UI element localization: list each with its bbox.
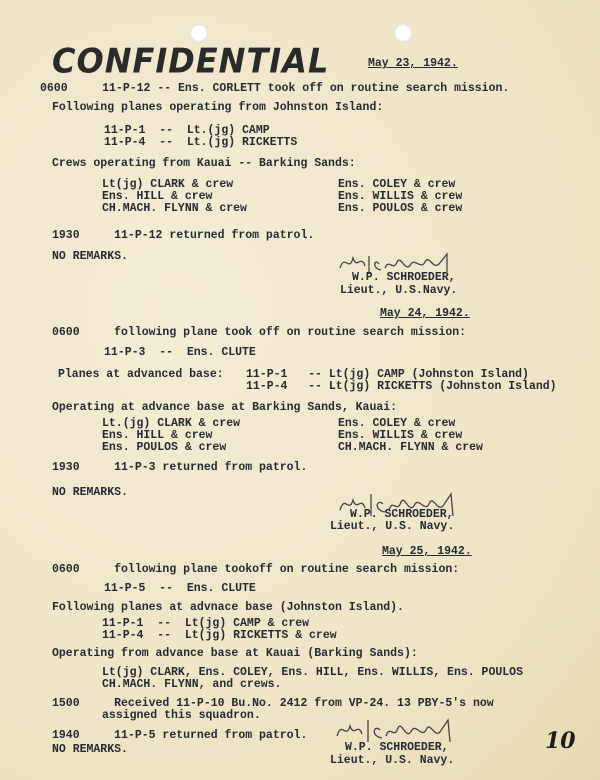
log-line: Ens. WILLIS & crew: [338, 190, 463, 203]
log-line: Following planes at advnace base (Johnston Island).: [52, 601, 404, 614]
signature-name: W.P. SCHROEDER,: [350, 508, 454, 521]
log-line: Crews operating from Kauai -- Barking Sands:: [52, 157, 356, 170]
log-line: 11-P-1 -- Lt(jg) CAMP & crew: [102, 617, 310, 630]
signature-name: W.P. SCHROEDER,: [345, 741, 449, 754]
log-line: 1940 11-P-5 returned from patrol.: [52, 729, 308, 742]
log-line: 11-P-3 -- Ens. CLUTE: [104, 346, 256, 359]
log-line: assigned this squadron.: [102, 709, 261, 722]
log-line: Operating from advance base at Kauai (Barking Sands):: [52, 647, 418, 660]
log-line: 0600 11-P-12 -- Ens. CORLETT took off on routine search mission.: [40, 82, 510, 95]
log-line: 1500 Received 11-P-10 Bu.No. 2412 from VP-24. 13 PBY-5's now: [52, 697, 494, 710]
log-line: 0600 following plane tookoff on routine search mission:: [52, 563, 460, 576]
log-line: Planes at advanced base:: [58, 368, 224, 381]
log-line: Ens. POULOS & crew: [102, 441, 227, 454]
signature-rank: Lieut., U.S. Navy.: [330, 520, 455, 533]
page-number: 10: [545, 728, 576, 754]
log-line: Following planes operating from Johnston Island:: [52, 101, 384, 114]
signature-rank: Lieut., U.S. Navy.: [330, 754, 455, 767]
log-line: CH.MACH. FLYNN & crew: [102, 202, 247, 215]
log-line: CH.MACH. FLYNN & crew: [338, 441, 483, 454]
log-line: 1930 11-P-3 returned from patrol.: [52, 461, 308, 474]
log-line: NO REMARKS.: [52, 486, 128, 499]
punch-hole-right: [394, 24, 412, 42]
date-may-24: May 24, 1942.: [380, 307, 470, 320]
log-line: 11-P-4 -- Lt.(jg) RICKETTS: [104, 136, 298, 149]
log-line: NO REMARKS.: [52, 743, 128, 756]
log-line: 0600 following plane took off on routine search mission:: [52, 326, 467, 339]
log-line: 11-P-1 -- Lt.(jg) CAMP: [104, 124, 270, 137]
log-line: Lt(jg) CLARK & crew: [102, 178, 234, 191]
log-line: Ens. WILLIS & crew: [338, 429, 463, 442]
log-line: Operating at advance base at Barking Sands, Kauai:: [52, 401, 398, 414]
confidential-stamp: CONFIDENTIAL: [52, 41, 330, 81]
log-line: 11-P-4 -- Lt(jg) RICKETTS & crew: [102, 629, 337, 642]
log-line: Lt.(jg) CLARK & crew: [102, 417, 241, 430]
log-line: Ens. HILL & crew: [102, 190, 213, 203]
date-may-25: May 25, 1942.: [382, 545, 472, 558]
log-line: NO REMARKS.: [52, 250, 128, 263]
log-line: Lt(jg) CLARK, Ens. COLEY, Ens. HILL, Ens. WILLIS, Ens. POULOS: [102, 666, 523, 679]
punch-hole-left: [190, 24, 208, 42]
log-line: 11-P-1 -- Lt(jg) CAMP (Johnston Island): [246, 368, 529, 381]
log-line: 1930 11-P-12 returned from patrol.: [52, 229, 315, 242]
log-line: Ens. COLEY & crew: [338, 178, 456, 191]
log-line: Ens. COLEY & crew: [338, 417, 456, 430]
log-line: 11-P-4 -- Lt(jg) RICKETTS (Johnston Island): [246, 380, 557, 393]
log-line: Ens. HILL & crew: [102, 429, 213, 442]
signature-rank: Lieut., U.S.Navy.: [340, 284, 458, 297]
signature-name: W.P. SCHROEDER,: [352, 271, 456, 284]
log-line: Ens. POULOS & crew: [338, 202, 463, 215]
log-line: 11-P-5 -- Ens. CLUTE: [104, 582, 256, 595]
date-may-23: May 23, 1942.: [368, 57, 458, 70]
log-line: CH.MACH. FLYNN, and crews.: [102, 678, 282, 691]
